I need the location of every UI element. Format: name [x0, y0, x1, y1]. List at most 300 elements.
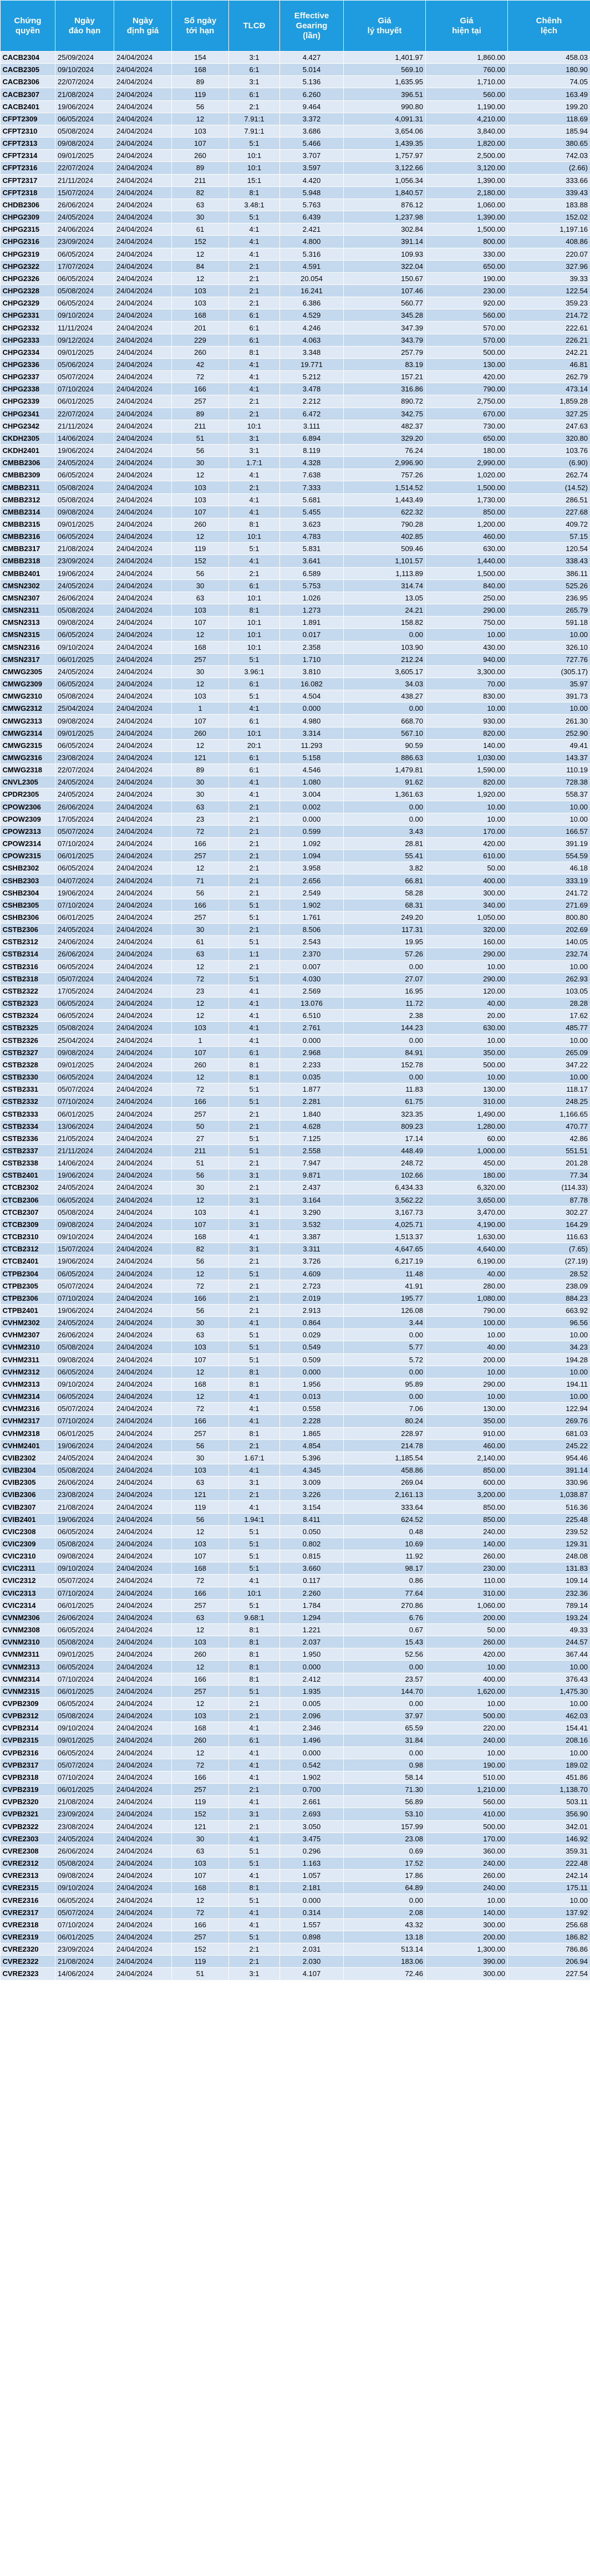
cell-maturity-date: 06/01/2025 [55, 1108, 114, 1120]
cell-warrant-code: CVIC2311 [1, 1562, 55, 1575]
cell-current-price: 50.00 [426, 1624, 508, 1636]
cell-days-to-maturity: 229 [172, 334, 229, 346]
cell-current-price: 10.00 [426, 1661, 508, 1673]
cell-maturity-date: 06/01/2025 [55, 850, 114, 862]
cell-conversion-ratio: 2:1 [229, 395, 280, 408]
cell-valuation-date: 24/04/2024 [114, 997, 172, 1010]
cell-days-to-maturity: 63 [172, 948, 229, 960]
cell-days-to-maturity: 12 [172, 1194, 229, 1206]
cell-theoretical-price: 2,161.13 [344, 1489, 426, 1501]
cell-theoretical-price: 1,479.81 [344, 764, 426, 776]
table-row [1, 1661, 590, 1673]
cell-days-to-maturity: 61 [172, 223, 229, 236]
cell-theoretical-price: 6,434.33 [344, 1182, 426, 1194]
cell-warrant-code: CPOW2314 [1, 838, 55, 850]
table-row [1, 1771, 590, 1783]
table-row [1, 1697, 590, 1709]
cell-theoretical-price: 98.17 [344, 1562, 426, 1575]
cell-warrant-code: CTPB2306 [1, 1292, 55, 1304]
cell-days-to-maturity: 103 [172, 604, 229, 617]
cell-days-to-maturity: 107 [172, 1550, 229, 1562]
table-row [1, 493, 590, 506]
cell-current-price: 340.00 [426, 899, 508, 911]
cell-valuation-date: 24/04/2024 [114, 518, 172, 530]
cell-theoretical-price: 0.00 [344, 1894, 426, 1906]
cell-valuation-date: 24/04/2024 [114, 543, 172, 555]
cell-theoretical-price: 2,996.90 [344, 457, 426, 469]
cell-current-price: 650.00 [426, 432, 508, 444]
cell-maturity-date: 05/08/2024 [55, 481, 114, 493]
cell-days-to-maturity: 72 [172, 1403, 229, 1415]
cell-warrant-code: CSHB2305 [1, 899, 55, 911]
cell-warrant-code: CHPG2336 [1, 358, 55, 370]
cell-valuation-date: 24/04/2024 [114, 64, 172, 76]
cell-theoretical-price: 76.24 [344, 445, 426, 457]
cell-days-to-maturity: 12 [172, 1747, 229, 1759]
cell-maturity-date: 06/05/2024 [55, 531, 114, 543]
cell-days-to-maturity: 107 [172, 1870, 229, 1882]
cell-difference: 663.92 [508, 1304, 590, 1316]
cell-current-price: 1,030.00 [426, 751, 508, 763]
cell-effective-gearing: 1.902 [280, 1771, 344, 1783]
cell-current-price: 10.00 [426, 1747, 508, 1759]
cell-current-price: 240.00 [426, 1525, 508, 1538]
cell-days-to-maturity: 257 [172, 1685, 229, 1697]
cell-difference: 503.11 [508, 1796, 590, 1808]
cell-theoretical-price: 1,237.98 [344, 211, 426, 223]
cell-conversion-ratio: 2:1 [229, 862, 280, 874]
cell-days-to-maturity: 71 [172, 874, 229, 887]
cell-maturity-date: 25/04/2024 [55, 702, 114, 715]
cell-theoretical-price: 41.91 [344, 1280, 426, 1292]
cell-warrant-code: CVPB2322 [1, 1820, 55, 1832]
cell-warrant-code: CTCB2401 [1, 1255, 55, 1267]
cell-days-to-maturity: 166 [172, 1771, 229, 1783]
cell-theoretical-price: 0.86 [344, 1575, 426, 1587]
cell-effective-gearing: 5.831 [280, 543, 344, 555]
cell-difference: 116.63 [508, 1231, 590, 1243]
cell-effective-gearing: 2.358 [280, 641, 344, 653]
cell-difference: 525.26 [508, 579, 590, 592]
cell-current-price: 920.00 [426, 297, 508, 309]
cell-theoretical-price: 890.72 [344, 395, 426, 408]
cell-conversion-ratio: 3:1 [229, 445, 280, 457]
cell-warrant-code: CVIC2313 [1, 1587, 55, 1599]
cell-current-price: 730.00 [426, 420, 508, 432]
cell-effective-gearing: 5.212 [280, 371, 344, 383]
cell-days-to-maturity: 63 [172, 198, 229, 211]
cell-theoretical-price: 3,654.06 [344, 125, 426, 137]
cell-conversion-ratio: 2:1 [229, 1157, 280, 1169]
cell-effective-gearing: 0.005 [280, 1697, 344, 1709]
cell-days-to-maturity: 257 [172, 1599, 229, 1611]
cell-conversion-ratio: 1:1 [229, 948, 280, 960]
cell-days-to-maturity: 12 [172, 629, 229, 641]
cell-current-price: 140.00 [426, 739, 508, 751]
cell-effective-gearing: 8.411 [280, 1513, 344, 1525]
cell-effective-gearing: 1.092 [280, 838, 344, 850]
cell-maturity-date: 11/11/2024 [55, 322, 114, 334]
cell-days-to-maturity: 119 [172, 1796, 229, 1808]
cell-effective-gearing: 4.345 [280, 1464, 344, 1476]
cell-difference: 34.23 [508, 1341, 590, 1353]
cell-difference: 302.27 [508, 1206, 590, 1218]
cell-effective-gearing: 7.947 [280, 1157, 344, 1169]
cell-valuation-date: 24/04/2024 [114, 309, 172, 322]
cell-warrant-code: CMWG2309 [1, 678, 55, 690]
cell-warrant-code: CVHM2302 [1, 1317, 55, 1329]
cell-valuation-date: 24/04/2024 [114, 641, 172, 653]
cell-days-to-maturity: 211 [172, 174, 229, 186]
cell-current-price: 130.00 [426, 1083, 508, 1096]
cell-valuation-date: 24/04/2024 [114, 579, 172, 592]
cell-warrant-code: CHPG2329 [1, 297, 55, 309]
cell-theoretical-price: 16.95 [344, 985, 426, 997]
cell-days-to-maturity: 103 [172, 1022, 229, 1034]
table-row [1, 1550, 590, 1562]
cell-warrant-code: CTCB2306 [1, 1194, 55, 1206]
cell-days-to-maturity: 12 [172, 960, 229, 973]
cell-valuation-date: 24/04/2024 [114, 813, 172, 825]
cell-days-to-maturity: 84 [172, 260, 229, 272]
cell-warrant-code: CTPB2305 [1, 1280, 55, 1292]
cell-conversion-ratio: 2:1 [229, 1697, 280, 1709]
cell-valuation-date: 24/04/2024 [114, 1452, 172, 1464]
cell-current-price: 570.00 [426, 334, 508, 346]
cell-conversion-ratio: 10:1 [229, 531, 280, 543]
cell-days-to-maturity: 50 [172, 1120, 229, 1132]
cell-warrant-code: CVPB2317 [1, 1759, 55, 1771]
cell-difference: 194.11 [508, 1378, 590, 1390]
cell-maturity-date: 05/07/2024 [55, 1906, 114, 1918]
cell-warrant-code: CMSN2315 [1, 629, 55, 641]
cell-maturity-date: 06/05/2024 [55, 1624, 114, 1636]
cell-effective-gearing: 3.290 [280, 1206, 344, 1218]
cell-days-to-maturity: 166 [172, 899, 229, 911]
cell-valuation-date: 24/04/2024 [114, 1525, 172, 1538]
cell-effective-gearing: 2.096 [280, 1710, 344, 1722]
cell-theoretical-price: 11.48 [344, 1267, 426, 1280]
cell-conversion-ratio: 4:1 [229, 985, 280, 997]
cell-current-price: 180.00 [426, 1169, 508, 1182]
cell-warrant-code: CHPG2328 [1, 284, 55, 297]
cell-current-price: 600.00 [426, 1477, 508, 1489]
cell-days-to-maturity: 12 [172, 1697, 229, 1709]
cell-warrant-code: CSTB2306 [1, 924, 55, 936]
cell-conversion-ratio: 5:1 [229, 1857, 280, 1869]
table-row [1, 1870, 590, 1882]
cell-difference: 227.54 [508, 1968, 590, 1980]
cell-conversion-ratio: 6:1 [229, 334, 280, 346]
cell-days-to-maturity: 89 [172, 408, 229, 420]
cell-effective-gearing: 0.700 [280, 1784, 344, 1796]
cell-effective-gearing: 1.557 [280, 1918, 344, 1931]
cell-effective-gearing: 0.000 [280, 1034, 344, 1046]
cell-current-price: 910.00 [426, 1427, 508, 1439]
cell-warrant-code: CMBB2315 [1, 518, 55, 530]
cell-valuation-date: 24/04/2024 [114, 1108, 172, 1120]
cell-current-price: 1,210.00 [426, 1784, 508, 1796]
cell-conversion-ratio: 2:1 [229, 1304, 280, 1316]
cell-maturity-date: 26/06/2024 [55, 948, 114, 960]
cell-current-price: 290.00 [426, 948, 508, 960]
cell-maturity-date: 07/10/2024 [55, 1415, 114, 1427]
cell-difference: 367.44 [508, 1648, 590, 1661]
cell-theoretical-price: 0.69 [344, 1845, 426, 1857]
table-row [1, 1243, 590, 1255]
cell-warrant-code: CSTB2401 [1, 1169, 55, 1182]
table-row [1, 1464, 590, 1476]
cell-warrant-code: CVHM2311 [1, 1353, 55, 1366]
cell-conversion-ratio: 5:1 [229, 1329, 280, 1341]
cell-days-to-maturity: 72 [172, 1083, 229, 1096]
cell-warrant-code: CTCB2302 [1, 1182, 55, 1194]
cell-valuation-date: 24/04/2024 [114, 1378, 172, 1390]
cell-effective-gearing: 0.002 [280, 801, 344, 813]
cell-difference: 129.31 [508, 1538, 590, 1550]
cell-days-to-maturity: 103 [172, 493, 229, 506]
cell-maturity-date: 07/10/2024 [55, 1673, 114, 1685]
cell-warrant-code: CVRE2317 [1, 1906, 55, 1918]
cell-maturity-date: 06/05/2024 [55, 1525, 114, 1538]
cell-theoretical-price: 347.39 [344, 322, 426, 334]
cell-valuation-date: 24/04/2024 [114, 138, 172, 150]
cell-maturity-date: 05/08/2024 [55, 1206, 114, 1218]
cell-conversion-ratio: 4:1 [229, 371, 280, 383]
cell-effective-gearing: 0.013 [280, 1391, 344, 1403]
table-row [1, 1427, 590, 1439]
cell-theoretical-price: 0.00 [344, 629, 426, 641]
cell-effective-gearing: 6.472 [280, 408, 344, 420]
cell-current-price: 130.00 [426, 358, 508, 370]
cell-conversion-ratio: 2:1 [229, 260, 280, 272]
cell-warrant-code: CHPG2342 [1, 420, 55, 432]
cell-theoretical-price: 6.76 [344, 1611, 426, 1623]
cell-difference: 10.00 [508, 1747, 590, 1759]
cell-warrant-code: CHDB2306 [1, 198, 55, 211]
cell-warrant-code: CTPB2304 [1, 1267, 55, 1280]
table-row [1, 1304, 590, 1316]
cell-valuation-date: 24/04/2024 [114, 1575, 172, 1587]
cell-conversion-ratio: 4:1 [229, 1747, 280, 1759]
cell-warrant-code: CVPB2321 [1, 1808, 55, 1820]
table-row [1, 543, 590, 555]
cell-conversion-ratio: 5:1 [229, 1144, 280, 1157]
cell-days-to-maturity: 12 [172, 739, 229, 751]
cell-days-to-maturity: 72 [172, 371, 229, 383]
cell-effective-gearing: 0.802 [280, 1538, 344, 1550]
cell-valuation-date: 24/04/2024 [114, 690, 172, 702]
cell-theoretical-price: 2.08 [344, 1906, 426, 1918]
cell-effective-gearing: 0.007 [280, 960, 344, 973]
table-row [1, 1587, 590, 1599]
cell-valuation-date: 24/04/2024 [114, 1513, 172, 1525]
header-valuation-date: Ngày định giá [114, 1, 172, 52]
cell-warrant-code: CFPT2309 [1, 113, 55, 125]
cell-valuation-date: 24/04/2024 [114, 1182, 172, 1194]
cell-theoretical-price: 103.90 [344, 641, 426, 653]
cell-valuation-date: 24/04/2024 [114, 1206, 172, 1218]
cell-difference: 800.80 [508, 911, 590, 923]
table-row [1, 518, 590, 530]
cell-valuation-date: 24/04/2024 [114, 555, 172, 567]
cell-maturity-date: 07/10/2024 [55, 383, 114, 395]
cell-effective-gearing: 2.233 [280, 1058, 344, 1071]
cell-difference: 1,038.87 [508, 1489, 590, 1501]
cell-warrant-code: CSTB2327 [1, 1046, 55, 1058]
cell-warrant-code: CFPT2316 [1, 162, 55, 174]
cell-maturity-date: 06/01/2025 [55, 1685, 114, 1697]
cell-valuation-date: 24/04/2024 [114, 322, 172, 334]
table-row [1, 1538, 590, 1550]
cell-maturity-date: 09/08/2024 [55, 506, 114, 518]
cell-effective-gearing: 4.420 [280, 174, 344, 186]
cell-warrant-code: CMWG2315 [1, 739, 55, 751]
cell-current-price: 300.00 [426, 887, 508, 899]
cell-difference: 884.23 [508, 1292, 590, 1304]
cell-maturity-date: 21/11/2024 [55, 420, 114, 432]
cell-warrant-code: CMWG2312 [1, 702, 55, 715]
cell-maturity-date: 06/05/2024 [55, 629, 114, 641]
cell-valuation-date: 24/04/2024 [114, 174, 172, 186]
cell-maturity-date: 09/10/2024 [55, 1231, 114, 1243]
cell-difference: 320.80 [508, 432, 590, 444]
cell-current-price: 1,500.00 [426, 567, 508, 579]
cell-warrant-code: CVIC2309 [1, 1538, 55, 1550]
cell-warrant-code: CSTB2324 [1, 1010, 55, 1022]
cell-current-price: 4,640.00 [426, 1243, 508, 1255]
cell-days-to-maturity: 107 [172, 138, 229, 150]
cell-theoretical-price: 345.28 [344, 309, 426, 322]
cell-valuation-date: 24/04/2024 [114, 1366, 172, 1378]
cell-conversion-ratio: 10:1 [229, 150, 280, 162]
table-row [1, 604, 590, 617]
table-row [1, 1489, 590, 1501]
table-row [1, 297, 590, 309]
cell-effective-gearing: 3.311 [280, 1243, 344, 1255]
cell-valuation-date: 24/04/2024 [114, 751, 172, 763]
table-row [1, 100, 590, 113]
cell-days-to-maturity: 72 [172, 973, 229, 985]
cell-conversion-ratio: 10:1 [229, 420, 280, 432]
cell-valuation-date: 24/04/2024 [114, 1144, 172, 1157]
cell-valuation-date: 24/04/2024 [114, 1611, 172, 1623]
table-row [1, 481, 590, 493]
cell-effective-gearing: 1.950 [280, 1648, 344, 1661]
cell-difference: 131.83 [508, 1562, 590, 1575]
cell-warrant-code: CVHM2401 [1, 1439, 55, 1452]
cell-theoretical-price: 0.00 [344, 702, 426, 715]
cell-warrant-code: CMBB2314 [1, 506, 55, 518]
cell-valuation-date: 24/04/2024 [114, 113, 172, 125]
cell-effective-gearing: 1.057 [280, 1870, 344, 1882]
cell-effective-gearing: 2.569 [280, 985, 344, 997]
cell-days-to-maturity: 260 [172, 1058, 229, 1071]
cell-days-to-maturity: 103 [172, 1206, 229, 1218]
cell-current-price: 240.00 [426, 1857, 508, 1869]
cell-conversion-ratio: 8:1 [229, 1882, 280, 1894]
cell-warrant-code: CMBB2306 [1, 457, 55, 469]
cell-theoretical-price: 31.84 [344, 1734, 426, 1747]
cell-difference: 46.81 [508, 358, 590, 370]
cell-valuation-date: 24/04/2024 [114, 1477, 172, 1489]
cell-effective-gearing: 9.464 [280, 100, 344, 113]
cell-effective-gearing: 3.707 [280, 150, 344, 162]
cell-theoretical-price: 1,101.57 [344, 555, 426, 567]
cell-warrant-code: CHPG2319 [1, 248, 55, 260]
cell-valuation-date: 24/04/2024 [114, 346, 172, 358]
cell-warrant-code: CMSN2317 [1, 653, 55, 665]
cell-effective-gearing: 4.427 [280, 52, 344, 64]
table-row [1, 1575, 590, 1587]
cell-warrant-code: CVIB2305 [1, 1477, 55, 1489]
cell-days-to-maturity: 12 [172, 113, 229, 125]
cell-current-price: 140.00 [426, 1906, 508, 1918]
cell-valuation-date: 24/04/2024 [114, 211, 172, 223]
table-row [1, 776, 590, 788]
cell-conversion-ratio: 4:1 [229, 1918, 280, 1931]
cell-warrant-code: CVRE2312 [1, 1857, 55, 1869]
cell-conversion-ratio: 5:1 [229, 973, 280, 985]
cell-conversion-ratio: 6:1 [229, 764, 280, 776]
cell-days-to-maturity: 12 [172, 1624, 229, 1636]
cell-valuation-date: 24/04/2024 [114, 76, 172, 88]
cell-warrant-code: CHPG2333 [1, 334, 55, 346]
cell-valuation-date: 24/04/2024 [114, 1550, 172, 1562]
header-row [1, 1, 590, 52]
cell-effective-gearing: 3.314 [280, 727, 344, 739]
cell-current-price: 830.00 [426, 690, 508, 702]
table-row [1, 555, 590, 567]
cell-days-to-maturity: 107 [172, 617, 229, 629]
cell-theoretical-price: 158.82 [344, 617, 426, 629]
cell-valuation-date: 24/04/2024 [114, 1857, 172, 1869]
table-row [1, 960, 590, 973]
cell-warrant-code: CVHM2307 [1, 1329, 55, 1341]
table-row [1, 1648, 590, 1661]
cell-maturity-date: 05/07/2024 [55, 1759, 114, 1771]
cell-current-price: 240.00 [426, 1734, 508, 1747]
cell-theoretical-price: 4,025.71 [344, 1218, 426, 1230]
cell-theoretical-price: 144.23 [344, 1022, 426, 1034]
cell-warrant-code: CSTB2338 [1, 1157, 55, 1169]
cell-days-to-maturity: 63 [172, 801, 229, 813]
cell-conversion-ratio: 1.7:1 [229, 457, 280, 469]
cell-maturity-date: 09/08/2024 [55, 1046, 114, 1058]
cell-maturity-date: 06/01/2025 [55, 1599, 114, 1611]
table-row [1, 88, 590, 100]
cell-warrant-code: CVPB2312 [1, 1710, 55, 1722]
cell-current-price: 130.00 [426, 1403, 508, 1415]
cell-conversion-ratio: 2:1 [229, 1489, 280, 1501]
cell-maturity-date: 09/01/2025 [55, 150, 114, 162]
cell-warrant-code: CMSN2316 [1, 641, 55, 653]
cell-theoretical-price: 0.00 [344, 1071, 426, 1083]
cell-effective-gearing: 5.763 [280, 198, 344, 211]
cell-current-price: 10.00 [426, 1329, 508, 1341]
cell-difference: 28.28 [508, 997, 590, 1010]
cell-current-price: 1,500.00 [426, 223, 508, 236]
cell-warrant-code: CSHB2303 [1, 874, 55, 887]
cell-theoretical-price: 402.85 [344, 531, 426, 543]
cell-current-price: 290.00 [426, 604, 508, 617]
table-row [1, 1636, 590, 1648]
cell-conversion-ratio: 6:1 [229, 309, 280, 322]
cell-difference: 408.86 [508, 236, 590, 248]
cell-maturity-date: 19/06/2024 [55, 1255, 114, 1267]
cell-days-to-maturity: 30 [172, 776, 229, 788]
cell-current-price: 220.00 [426, 1722, 508, 1734]
